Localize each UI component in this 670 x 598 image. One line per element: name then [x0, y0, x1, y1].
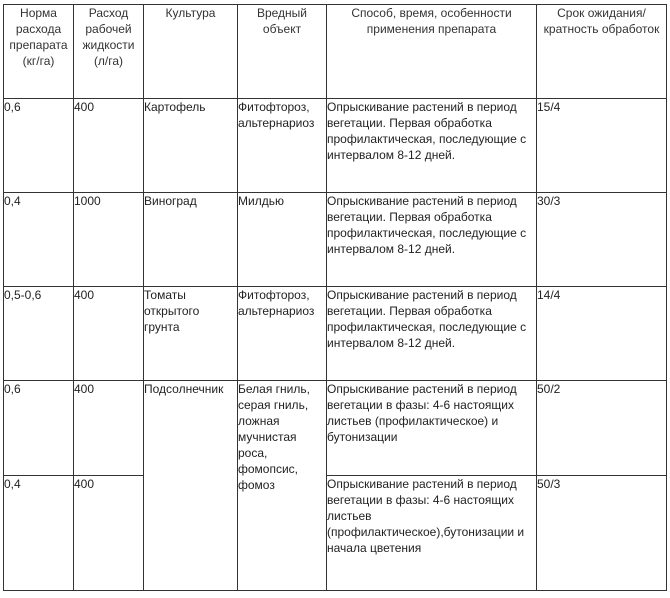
cell-srok: 50/2 — [537, 381, 667, 476]
cell-srok: 50/3 — [537, 476, 667, 591]
cell-kultura: Томаты открытого грунта — [144, 287, 238, 381]
cell-rashod: 400 — [74, 287, 144, 381]
cell-kultura: Виноград — [144, 193, 238, 287]
cell-vrednyi: Фитофтороз, альтернариоз — [238, 99, 327, 193]
cell-rashod: 400 — [74, 476, 144, 591]
cell-vrednyi: Белая гниль, серая гниль, ложная мучнистая роса, фомопсис, фомоз — [238, 381, 327, 591]
cell-kultura: Подсолнечник — [144, 381, 238, 591]
cell-sposob: Опрыскивание растений в период вегетации. Первая обработка профилактическая, последующие с интервалом 8-12 дней. — [327, 99, 537, 193]
cell-norma: 0,6 — [4, 381, 74, 476]
header-vrednyi: Вредный объект — [238, 5, 327, 99]
cell-norma: 0,4 — [4, 476, 74, 591]
cell-norma: 0,6 — [4, 99, 74, 193]
cell-norma: 0,4 — [4, 193, 74, 287]
cell-sposob: Опрыскивание растений в период вегетации в фазы: 4-6 настоящих листьев (профилактическое) и бутонизации — [327, 381, 537, 476]
cell-rashod: 400 — [74, 99, 144, 193]
table-row — [4, 193, 667, 287]
header-rashod: Расход рабочей жидкости (л/га) — [74, 5, 144, 99]
header-sposob: Способ, время, особенности применения препарата — [327, 5, 537, 99]
cell-srok: 14/4 — [537, 287, 667, 381]
cell-srok: 15/4 — [537, 99, 667, 193]
cell-sposob: Опрыскивание растений в период вегетации. Первая обработка профилактическая, последующие с интервалом 8-12 дней. — [327, 193, 537, 287]
header-norma: Норма расхода препарата (кг/га) — [4, 5, 74, 99]
table-row — [4, 99, 667, 193]
cell-rashod: 1000 — [74, 193, 144, 287]
table-header-row — [4, 5, 667, 99]
cell-sposob: Опрыскивание растений в период вегетации. Первая обработка профилактическая, последующие с интервалом 8-12 дней. — [327, 287, 537, 381]
table-row — [4, 381, 667, 476]
header-kultura: Культура — [144, 5, 238, 99]
cell-sposob: Опрыскивание растений в период вегетации в фазы: 4-6 настоящих листьев (профилактическое),бутонизации и начала цветения — [327, 476, 537, 591]
header-srok: Срок ожидания/кратность обработок — [537, 5, 667, 99]
table-row — [4, 287, 667, 381]
cell-vrednyi: Фитофтороз, альтернариоз — [238, 287, 327, 381]
table-row — [4, 476, 667, 591]
cell-srok: 30/3 — [537, 193, 667, 287]
pesticide-usage-table — [3, 4, 667, 591]
cell-kultura: Картофель — [144, 99, 238, 193]
cell-norma: 0,5-0,6 — [4, 287, 74, 381]
cell-vrednyi: Милдью — [238, 193, 327, 287]
cell-rashod: 400 — [74, 381, 144, 476]
